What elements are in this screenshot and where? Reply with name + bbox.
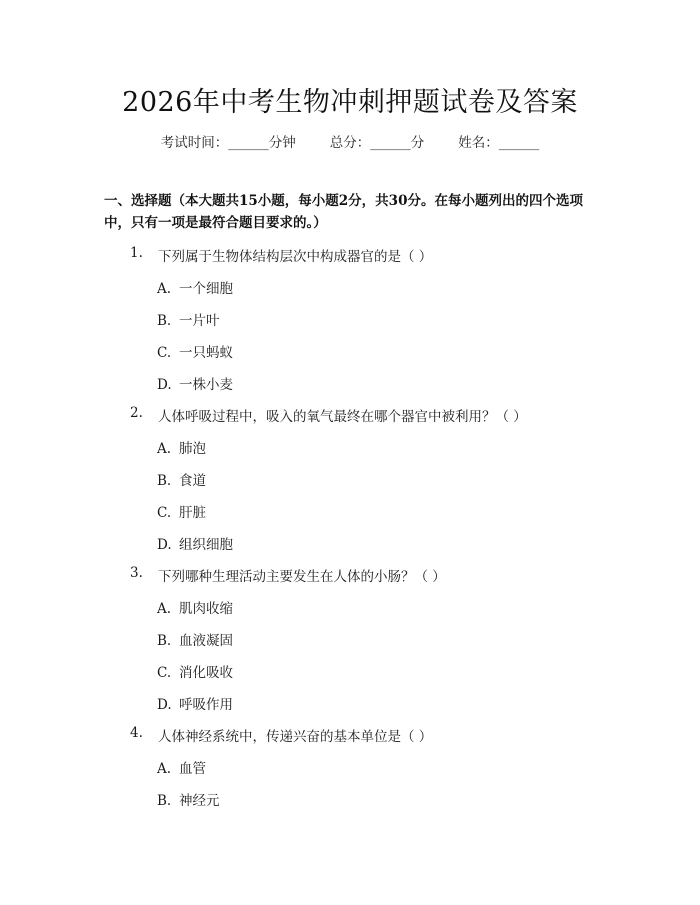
option-3c — [157, 661, 233, 681]
option-3a — [157, 597, 233, 617]
option-text: 消化吸收 — [179, 665, 233, 681]
option-text: 神经元 — [179, 793, 220, 809]
question-text: 下列属于生物体结构层次中构成器官的是（ ） — [158, 249, 433, 265]
option-2b — [157, 469, 206, 489]
option-letter: B. — [157, 473, 172, 489]
option-letter: A. — [157, 441, 172, 457]
question-number: 3. — [130, 565, 143, 581]
option-text: 血液凝固 — [179, 633, 233, 649]
option-3d — [157, 693, 233, 713]
exam-meta — [0, 131, 700, 151]
option-1a — [157, 277, 233, 297]
option-1b — [157, 309, 220, 329]
option-letter: B. — [157, 313, 172, 329]
exam-title: 2026年中考生物冲刺押题试卷及答案 — [122, 87, 578, 118]
option-2a — [157, 437, 206, 457]
option-text: 组织细胞 — [179, 537, 233, 553]
option-letter: A. — [157, 601, 172, 617]
option-2c — [157, 501, 206, 521]
option-2d — [157, 533, 233, 553]
option-1d — [157, 373, 233, 393]
question-number: 4. — [130, 725, 143, 741]
option-text: 肝脏 — [179, 505, 206, 521]
question-number: 1. — [130, 245, 143, 261]
option-letter: D. — [157, 377, 172, 393]
option-letter: A. — [157, 281, 172, 297]
question-text: 人体神经系统中，传递兴奋的基本单位是（ ） — [158, 729, 433, 745]
option-4b — [157, 789, 220, 809]
question-number: 2. — [130, 405, 143, 421]
option-letter: B. — [157, 633, 172, 649]
total-score-field: 总分：______分 — [329, 135, 425, 151]
option-letter: A. — [157, 761, 172, 777]
question-text: 人体呼吸过程中，吸入的氧气最终在哪个器官中被利用？（ ） — [158, 409, 527, 425]
option-text: 肌肉收缩 — [179, 601, 233, 617]
exam-time-field: 考试时间：______分钟 — [160, 135, 296, 151]
question-text: 下列哪种生理活动主要发生在人体的小肠？（ ） — [158, 569, 446, 585]
option-4a — [157, 757, 206, 777]
option-letter: D. — [157, 697, 172, 713]
option-1c — [157, 341, 233, 361]
option-letter: C. — [157, 345, 172, 361]
option-letter: B. — [157, 793, 172, 809]
option-text: 一片叶 — [179, 313, 220, 329]
option-letter: C. — [157, 505, 172, 521]
student-name-field: 姓名：______ — [458, 135, 540, 151]
option-text: 一个细胞 — [179, 281, 233, 297]
option-letter: C. — [157, 665, 172, 681]
option-text: 血管 — [179, 761, 206, 777]
option-text: 呼吸作用 — [179, 697, 233, 713]
option-letter: D. — [157, 537, 172, 553]
option-text: 一只蚂蚁 — [179, 345, 233, 361]
option-3b — [157, 629, 233, 649]
option-text: 肺泡 — [179, 441, 206, 457]
section-heading-choice: 一、选择题（本大题共15小题，每小题2分，共30分。在每小题列出的四个选项中，只有一项是最符合题目要求的。） — [104, 193, 583, 231]
option-text: 一株小麦 — [179, 377, 233, 393]
option-text: 食道 — [179, 473, 206, 489]
